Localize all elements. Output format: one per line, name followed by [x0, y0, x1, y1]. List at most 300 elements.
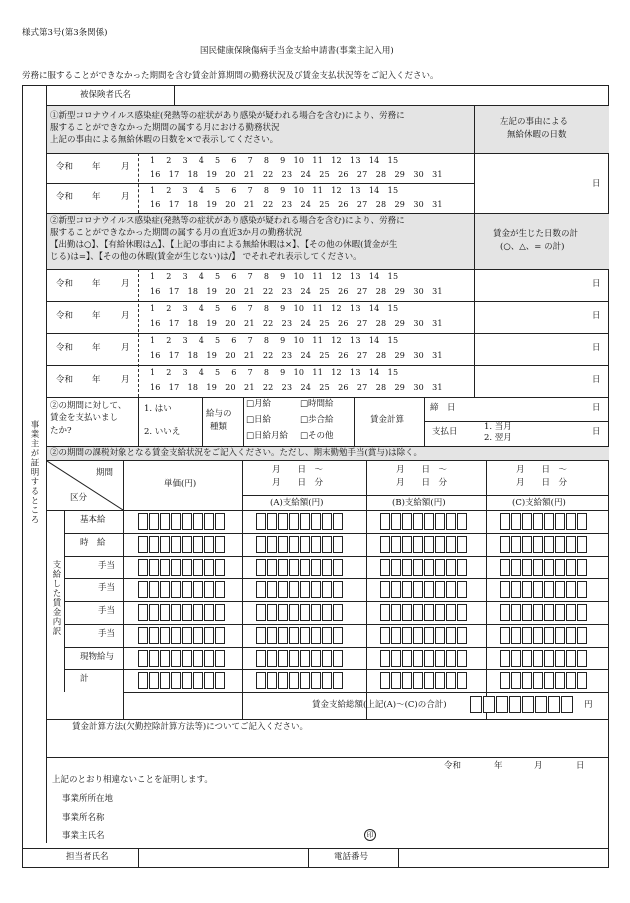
calc-method-field[interactable]: [70, 735, 606, 755]
amount-digit-cell[interactable]: [522, 536, 532, 553]
amount-digit-cell[interactable]: [402, 559, 412, 576]
amount-digit-cell[interactable]: [160, 672, 170, 689]
amount-digit-cell[interactable]: [511, 536, 521, 553]
amount-digit-cell[interactable]: [435, 536, 445, 553]
amount-digit-cell[interactable]: [380, 650, 390, 667]
amount-digit-cell[interactable]: [577, 627, 587, 644]
wage-hourly-checkbox[interactable]: □時間給: [300, 399, 334, 409]
amount-digit-cell[interactable]: [424, 536, 434, 553]
amount-digit-cell[interactable]: [446, 672, 456, 689]
amount-digit-cell[interactable]: [160, 581, 170, 598]
amount-digit-cell[interactable]: [500, 513, 510, 530]
amount-digit-cell[interactable]: [267, 559, 277, 576]
amount-digit-cell[interactable]: [380, 672, 390, 689]
amount-digit-cell[interactable]: [577, 513, 587, 530]
amount-digit-cell[interactable]: [149, 672, 159, 689]
amount-digit-cell[interactable]: [413, 536, 423, 553]
amount-digit-cell[interactable]: [204, 604, 214, 621]
amount-digit-cell[interactable]: [577, 536, 587, 553]
amount-digit-cell[interactable]: [215, 536, 225, 553]
amount-digit-cell[interactable]: [289, 604, 299, 621]
amount-digit-cell[interactable]: [402, 627, 412, 644]
amount-digit-cell[interactable]: [413, 559, 423, 576]
contact-person-field[interactable]: [139, 849, 307, 867]
amount-digit-cell[interactable]: [267, 627, 277, 644]
amount-digit-cell[interactable]: [391, 604, 401, 621]
amount-digit-cell[interactable]: [300, 513, 310, 530]
amount-digit-cell[interactable]: [391, 581, 401, 598]
s2-row1-days-a[interactable]: 1 2 3 4 5 6 7 8 9 10 11 12 13 14 15: [150, 272, 399, 281]
amount-digit-cell[interactable]: [446, 604, 456, 621]
amount-digit-cell[interactable]: [333, 627, 343, 644]
amount-digit-cell[interactable]: [511, 604, 521, 621]
amount-digit-cell[interactable]: [204, 559, 214, 576]
amount-digit-cell[interactable]: [267, 672, 277, 689]
amount-digit-cell[interactable]: [402, 604, 412, 621]
amount-digit-cell[interactable]: [171, 513, 181, 530]
amount-digit-cell[interactable]: [424, 604, 434, 621]
amount-digit-cell[interactable]: [215, 650, 225, 667]
amount-digit-cell[interactable]: [544, 604, 554, 621]
amount-digit-cell[interactable]: [322, 559, 332, 576]
wage-daily-monthly-checkbox[interactable]: □日給月給: [246, 431, 289, 441]
amount-digit-cell[interactable]: [555, 650, 565, 667]
amount-digit-cell[interactable]: [278, 604, 288, 621]
amount-digit-cell[interactable]: [160, 559, 170, 576]
wage-other-checkbox[interactable]: □その他: [300, 431, 334, 441]
amount-digit-cell[interactable]: [500, 581, 510, 598]
amount-digit-cell[interactable]: [149, 536, 159, 553]
amount-digit-cell[interactable]: [402, 672, 412, 689]
amount-digit-cell[interactable]: [500, 627, 510, 644]
amount-digit-cell[interactable]: [577, 559, 587, 576]
amount-digit-cell[interactable]: [446, 513, 456, 530]
amount-digit-cell[interactable]: [533, 513, 543, 530]
phone-field[interactable]: [399, 849, 608, 867]
period-b-end[interactable]: 月 日 分: [396, 478, 448, 488]
amount-digit-cell[interactable]: [138, 513, 148, 530]
amount-digit-cell[interactable]: [193, 559, 203, 576]
amount-digit-cell[interactable]: [182, 672, 192, 689]
wage-piece-checkbox[interactable]: □歩合給: [300, 415, 334, 425]
s2-row2-days-a[interactable]: 1 2 3 4 5 6 7 8 9 10 11 12 13 14 15: [150, 304, 399, 313]
amount-digit-cell[interactable]: [380, 513, 390, 530]
amount-digit-cell[interactable]: [457, 650, 467, 667]
amount-digit-cell[interactable]: [160, 513, 170, 530]
amount-digit-cell[interactable]: [533, 604, 543, 621]
amount-digit-cell[interactable]: [171, 604, 181, 621]
amount-digit-cell[interactable]: [522, 650, 532, 667]
amount-digit-cell[interactable]: [171, 627, 181, 644]
amount-digit-cell[interactable]: [138, 536, 148, 553]
amount-digit-cell[interactable]: [204, 581, 214, 598]
section1-text-2: 服することができなかった期間の属する月における勤務状況: [50, 123, 280, 133]
amount-digit-cell[interactable]: [511, 559, 521, 576]
amount-digit-cell[interactable]: [555, 536, 565, 553]
amount-digit-cell[interactable]: [160, 536, 170, 553]
amount-digit-cell[interactable]: [300, 604, 310, 621]
amount-digit-cell[interactable]: [278, 581, 288, 598]
amount-digit-cell[interactable]: [215, 627, 225, 644]
amount-digit-cell[interactable]: [577, 672, 587, 689]
amount-digit-cell[interactable]: [171, 650, 181, 667]
amount-digit-cell[interactable]: [256, 672, 266, 689]
payday-next-month[interactable]: 2. 翌月: [484, 433, 512, 443]
amount-digit-cell[interactable]: [413, 513, 423, 530]
amount-digit-cell[interactable]: [182, 581, 192, 598]
amount-digit-cell[interactable]: [544, 536, 554, 553]
amount-digit-cell[interactable]: [533, 650, 543, 667]
amount-digit-cell[interactable]: [300, 672, 310, 689]
amount-digit-cell[interactable]: [333, 604, 343, 621]
amount-digit-cell[interactable]: [215, 604, 225, 621]
amount-digit-cell[interactable]: [457, 536, 467, 553]
amount-digit-cell[interactable]: [391, 672, 401, 689]
amount-digit-cell[interactable]: [311, 672, 321, 689]
amount-digit-cell[interactable]: [533, 536, 543, 553]
amount-digit-cell[interactable]: [171, 672, 181, 689]
amount-digit-cell[interactable]: [311, 627, 321, 644]
amount-digit-cell[interactable]: [333, 650, 343, 667]
amount-digit-cell[interactable]: [267, 604, 277, 621]
amount-digit-cell[interactable]: [435, 627, 445, 644]
amount-digit-cell[interactable]: [182, 650, 192, 667]
amount-digit-cell[interactable]: [402, 650, 412, 667]
s1-row2-days-b[interactable]: 16 17 18 19 20 21 22 23 24 25 26 27 28 29 30 31: [150, 200, 443, 209]
amount-digit-cell[interactable]: [544, 627, 554, 644]
amount-digit-cell[interactable]: [566, 513, 576, 530]
amount-digit-cell[interactable]: [171, 536, 181, 553]
wage-row-label: 基本給: [80, 515, 106, 525]
amount-digit-cell[interactable]: [138, 604, 148, 621]
amount-digit-cell[interactable]: [256, 581, 266, 598]
amount-digit-cell[interactable]: [500, 650, 510, 667]
period-b-start[interactable]: 月 日 ～: [396, 465, 448, 475]
amount-digit-cell[interactable]: [511, 650, 521, 667]
amount-digit-cell[interactable]: [160, 650, 170, 667]
payday-current-month[interactable]: 1. 当月: [484, 422, 512, 432]
amount-digit-cell[interactable]: [311, 604, 321, 621]
amount-digit-cell[interactable]: [289, 672, 299, 689]
amount-digit-cell[interactable]: [333, 513, 343, 530]
amount-digit-cell[interactable]: [322, 513, 332, 530]
amount-digit-cell[interactable]: [204, 650, 214, 667]
amount-digit-cell[interactable]: [267, 513, 277, 530]
amount-digit-cell[interactable]: [267, 650, 277, 667]
amount-digit-cell[interactable]: [511, 627, 521, 644]
amount-digit-cell[interactable]: [566, 672, 576, 689]
amount-digit-cell[interactable]: [278, 650, 288, 667]
amount-digit-cell[interactable]: [435, 650, 445, 667]
amount-digit-cell[interactable]: [278, 559, 288, 576]
amount-digit-cell[interactable]: [289, 536, 299, 553]
amount-digit-cell[interactable]: [413, 604, 423, 621]
amount-digit-cell[interactable]: [138, 650, 148, 667]
amount-digit-cell[interactable]: [544, 672, 554, 689]
period-c-start[interactable]: 月 日 ～: [516, 465, 568, 475]
amount-digit-cell[interactable]: [424, 581, 434, 598]
amount-digit-cell[interactable]: [446, 581, 456, 598]
amount-digit-cell[interactable]: [215, 581, 225, 598]
s2-row4-days-b[interactable]: 16 17 18 19 20 21 22 23 24 25 26 27 28 29 30 31: [150, 383, 443, 392]
section2-text-1: ②新型コロナウイルス感染症(発熱等の症状があり感染が疑われる場合を含む)により、労務に: [50, 216, 405, 226]
amount-digit-cell[interactable]: [391, 559, 401, 576]
amount-digit-cell[interactable]: [256, 627, 266, 644]
amount-digit-cell[interactable]: [193, 672, 203, 689]
amount-digit-cell[interactable]: [380, 604, 390, 621]
amount-digit-cell[interactable]: [566, 627, 576, 644]
amount-digit-cell[interactable]: [577, 604, 587, 621]
amount-digit-cell[interactable]: [333, 672, 343, 689]
amount-digit-cell[interactable]: [204, 627, 214, 644]
total-digit-cell[interactable]: [561, 696, 573, 713]
total-digit-cell[interactable]: [522, 696, 534, 713]
amount-digit-cell[interactable]: [544, 513, 554, 530]
amount-digit-cell[interactable]: [322, 604, 332, 621]
amount-digit-cell[interactable]: [311, 581, 321, 598]
wage-monthly-checkbox[interactable]: □月給: [246, 399, 272, 409]
amount-digit-cell[interactable]: [311, 559, 321, 576]
amount-digit-cell[interactable]: [160, 604, 170, 621]
amount-digit-cell[interactable]: [204, 536, 214, 553]
amount-digit-cell[interactable]: [160, 627, 170, 644]
amount-digit-cell[interactable]: [380, 627, 390, 644]
amount-digit-cell[interactable]: [300, 559, 310, 576]
total-digit-cell[interactable]: [470, 696, 482, 713]
amount-digit-cell[interactable]: [300, 627, 310, 644]
amount-digit-cell[interactable]: [435, 559, 445, 576]
amount-digit-cell[interactable]: [522, 604, 532, 621]
amount-digit-cell[interactable]: [413, 581, 423, 598]
s1-row1-days-a[interactable]: 1 2 3 4 5 6 7 8 9 10 11 12 13 14 15: [150, 156, 399, 165]
amount-digit-cell[interactable]: [278, 627, 288, 644]
amount-digit-cell[interactable]: [322, 581, 332, 598]
amount-digit-cell[interactable]: [566, 559, 576, 576]
amount-digit-cell[interactable]: [149, 650, 159, 667]
amount-digit-cell[interactable]: [457, 559, 467, 576]
total-digit-cell[interactable]: [548, 696, 560, 713]
s2-row3-days-a[interactable]: 1 2 3 4 5 6 7 8 9 10 11 12 13 14 15: [150, 336, 399, 345]
amount-digit-cell[interactable]: [511, 581, 521, 598]
amount-digit-cell[interactable]: [522, 559, 532, 576]
amount-digit-cell[interactable]: [138, 559, 148, 576]
amount-digit-cell[interactable]: [522, 581, 532, 598]
amount-digit-cell[interactable]: [300, 581, 310, 598]
amount-digit-cell[interactable]: [256, 559, 266, 576]
amount-digit-cell[interactable]: [193, 627, 203, 644]
amount-digit-cell[interactable]: [500, 559, 510, 576]
amount-digit-cell[interactable]: [555, 627, 565, 644]
amount-digit-cell[interactable]: [182, 536, 192, 553]
amount-digit-cell[interactable]: [278, 536, 288, 553]
amount-digit-cell[interactable]: [322, 672, 332, 689]
s1-row2-days-a[interactable]: 1 2 3 4 5 6 7 8 9 10 11 12 13 14 15: [150, 186, 399, 195]
amount-digit-cell[interactable]: [322, 627, 332, 644]
amount-digit-cell[interactable]: [457, 581, 467, 598]
amount-digit-cell[interactable]: [311, 536, 321, 553]
amount-digit-cell[interactable]: [424, 650, 434, 667]
amount-digit-cell[interactable]: [424, 513, 434, 530]
period-a-end[interactable]: 月 日 分: [272, 478, 324, 488]
amount-digit-cell[interactable]: [204, 672, 214, 689]
amount-digit-cell[interactable]: [380, 536, 390, 553]
amount-digit-cell[interactable]: [544, 650, 554, 667]
amount-digit-cell[interactable]: [204, 513, 214, 530]
amount-digit-cell[interactable]: [193, 604, 203, 621]
amount-digit-cell[interactable]: [300, 536, 310, 553]
amount-digit-cell[interactable]: [333, 559, 343, 576]
amount-digit-cell[interactable]: [555, 604, 565, 621]
s2-row2-days-b[interactable]: 16 17 18 19 20 21 22 23 24 25 26 27 28 29 30 31: [150, 319, 443, 328]
amount-digit-cell[interactable]: [267, 536, 277, 553]
amount-digit-cell[interactable]: [256, 536, 266, 553]
amount-digit-cell[interactable]: [446, 650, 456, 667]
total-digit-cell[interactable]: [483, 696, 495, 713]
amount-digit-cell[interactable]: [555, 513, 565, 530]
period-a-start[interactable]: 月 日 ～: [272, 465, 324, 475]
amount-digit-cell[interactable]: [424, 672, 434, 689]
amount-digit-cell[interactable]: [149, 604, 159, 621]
amount-digit-cell[interactable]: [424, 559, 434, 576]
amount-digit-cell[interactable]: [256, 650, 266, 667]
amount-digit-cell[interactable]: [138, 627, 148, 644]
s2-row1-days-b[interactable]: 16 17 18 19 20 21 22 23 24 25 26 27 28 29 30 31: [150, 287, 443, 296]
amount-digit-cell[interactable]: [289, 559, 299, 576]
amount-digit-cell[interactable]: [402, 536, 412, 553]
amount-digit-cell[interactable]: [267, 581, 277, 598]
amount-digit-cell[interactable]: [424, 627, 434, 644]
amount-digit-cell[interactable]: [511, 513, 521, 530]
amount-digit-cell[interactable]: [446, 627, 456, 644]
amount-digit-cell[interactable]: [149, 513, 159, 530]
amount-digit-cell[interactable]: [278, 672, 288, 689]
amount-digit-cell[interactable]: [322, 650, 332, 667]
amount-digit-cell[interactable]: [391, 536, 401, 553]
amount-digit-cell[interactable]: [193, 581, 203, 598]
amount-digit-cell[interactable]: [215, 513, 225, 530]
amount-digit-cell[interactable]: [435, 581, 445, 598]
amount-digit-cell[interactable]: [380, 581, 390, 598]
amount-digit-cell[interactable]: [544, 559, 554, 576]
amount-digit-cell[interactable]: [322, 536, 332, 553]
total-digit-cell[interactable]: [509, 696, 521, 713]
wage-daily-checkbox[interactable]: □日給: [246, 415, 272, 425]
amount-digit-cell[interactable]: [149, 581, 159, 598]
amount-digit-cell[interactable]: [391, 513, 401, 530]
amount-digit-cell[interactable]: [182, 627, 192, 644]
amount-digit-cell[interactable]: [182, 513, 192, 530]
amount-digit-cell[interactable]: [577, 650, 587, 667]
amount-digit-cell[interactable]: [413, 650, 423, 667]
amount-digit-cell[interactable]: [435, 604, 445, 621]
amount-digit-cell[interactable]: [300, 650, 310, 667]
amount-digit-cell[interactable]: [413, 672, 423, 689]
amount-digit-cell[interactable]: [533, 559, 543, 576]
amount-digit-cell[interactable]: [435, 513, 445, 530]
amount-digit-cell[interactable]: [533, 581, 543, 598]
amount-digit-cell[interactable]: [333, 581, 343, 598]
amount-digit-cell[interactable]: [413, 627, 423, 644]
s1-row1-days-b[interactable]: 16 17 18 19 20 21 22 23 24 25 26 27 28 29 30 31: [150, 170, 443, 179]
total-digit-cell[interactable]: [535, 696, 547, 713]
amount-digit-cell[interactable]: [446, 559, 456, 576]
amount-digit-cell[interactable]: [289, 627, 299, 644]
amount-digit-cell[interactable]: [500, 672, 510, 689]
amount-digit-cell[interactable]: [402, 581, 412, 598]
insured-name-field[interactable]: [175, 86, 608, 105]
category-header: 区分: [70, 493, 88, 503]
amount-digit-cell[interactable]: [138, 581, 148, 598]
amount-digit-cell[interactable]: [533, 672, 543, 689]
amount-digit-cell[interactable]: [193, 513, 203, 530]
amount-digit-cell[interactable]: [577, 581, 587, 598]
amount-digit-cell[interactable]: [138, 672, 148, 689]
amount-digit-cell[interactable]: [457, 513, 467, 530]
amount-digit-cell[interactable]: [522, 672, 532, 689]
amount-digit-cell[interactable]: [333, 536, 343, 553]
amount-digit-cell[interactable]: [544, 581, 554, 598]
amount-digit-cell[interactable]: [149, 559, 159, 576]
amount-digit-cell[interactable]: [215, 672, 225, 689]
amount-digit-cell[interactable]: [555, 672, 565, 689]
amount-digit-cell[interactable]: [435, 672, 445, 689]
amount-digit-cell[interactable]: [457, 672, 467, 689]
amount-digit-cell[interactable]: [256, 513, 266, 530]
amount-digit-cell[interactable]: [289, 513, 299, 530]
amount-digit-cell[interactable]: [311, 650, 321, 667]
amount-digit-cell[interactable]: [182, 604, 192, 621]
amount-digit-cell[interactable]: [256, 604, 266, 621]
amount-digit-cell[interactable]: [566, 604, 576, 621]
amount-digit-cell[interactable]: [215, 559, 225, 576]
amount-digit-cell[interactable]: [171, 581, 181, 598]
amount-digit-cell[interactable]: [522, 627, 532, 644]
amount-digit-cell[interactable]: [182, 559, 192, 576]
amount-digit-cell[interactable]: [193, 650, 203, 667]
amount-digit-cell[interactable]: [380, 559, 390, 576]
period-c-end[interactable]: 月 日 分: [516, 478, 568, 488]
amount-digit-cell[interactable]: [566, 650, 576, 667]
amount-digit-cell[interactable]: [289, 650, 299, 667]
amount-digit-cell[interactable]: [278, 513, 288, 530]
amount-digit-cell[interactable]: [391, 650, 401, 667]
s2-row3-days-b[interactable]: 16 17 18 19 20 21 22 23 24 25 26 27 28 29 30 31: [150, 351, 443, 360]
amount-digit-cell[interactable]: [566, 581, 576, 598]
amount-digit-cell[interactable]: [555, 559, 565, 576]
amount-digit-cell[interactable]: [457, 627, 467, 644]
amount-digit-cell[interactable]: [171, 559, 181, 576]
pay-yes-option[interactable]: 1. はい: [144, 404, 172, 414]
amount-digit-cell[interactable]: [555, 581, 565, 598]
total-digit-cell[interactable]: [496, 696, 508, 713]
amount-digit-cell[interactable]: [500, 604, 510, 621]
amount-digit-cell[interactable]: [149, 627, 159, 644]
amount-digit-cell[interactable]: [289, 581, 299, 598]
amount-digit-cell[interactable]: [522, 513, 532, 530]
amount-digit-cell[interactable]: [402, 513, 412, 530]
amount-digit-cell[interactable]: [457, 604, 467, 621]
amount-digit-cell[interactable]: [446, 536, 456, 553]
amount-digit-cell[interactable]: [500, 536, 510, 553]
amount-digit-cell[interactable]: [533, 627, 543, 644]
amount-digit-cell[interactable]: [391, 627, 401, 644]
pay-no-option[interactable]: 2. いいえ: [144, 427, 181, 437]
amount-digit-cell[interactable]: [193, 536, 203, 553]
amount-digit-cell[interactable]: [566, 536, 576, 553]
amount-digit-cell[interactable]: [311, 513, 321, 530]
amount-digit-cell[interactable]: [511, 672, 521, 689]
s2-row4-days-a[interactable]: 1 2 3 4 5 6 7 8 9 10 11 12 13 14 15: [150, 368, 399, 377]
